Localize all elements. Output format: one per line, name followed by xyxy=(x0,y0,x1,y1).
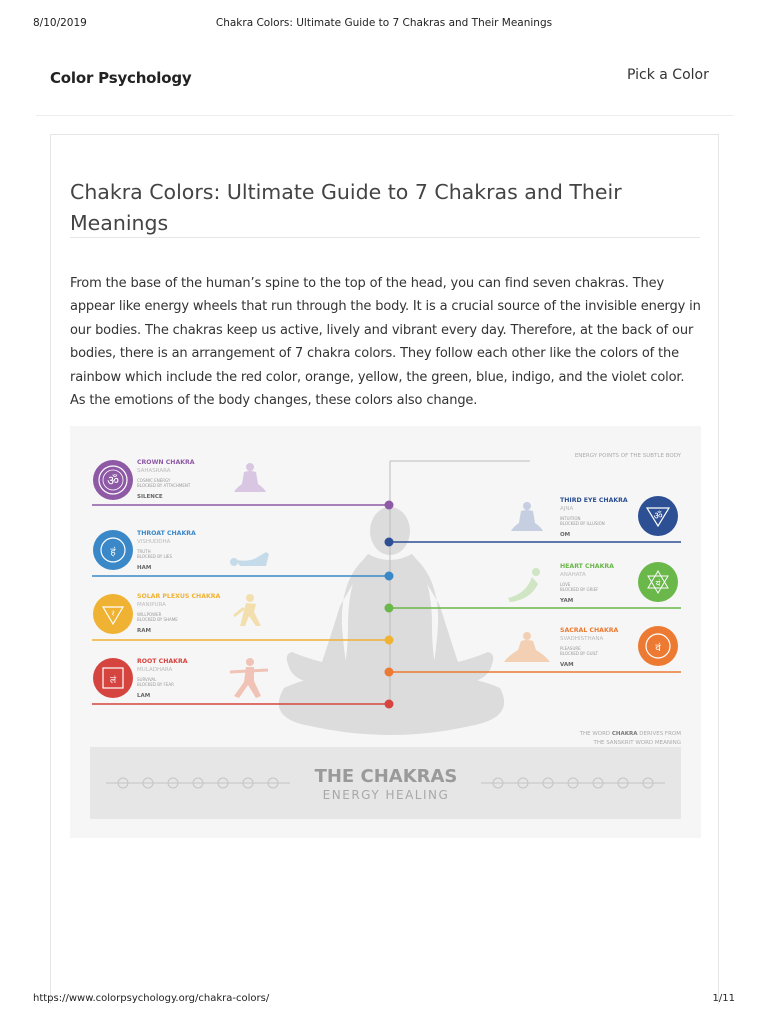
sacral-chakra-quality: PLEASURE xyxy=(560,646,581,651)
sacral-chakra-blocked: BLOCKED BY GUILT xyxy=(560,651,598,656)
solar-plexus-chakra-blocked: BLOCKED BY SHAME xyxy=(137,617,178,622)
throat-chakra-mantra: HAM xyxy=(137,565,152,571)
third-eye-chakra-name: THIRD EYE CHAKRA xyxy=(560,497,628,504)
root-chakra-mantra: LAM xyxy=(137,693,151,699)
chakra-infographic xyxy=(70,426,701,838)
infographic-top-label: ENERGY POINTS OF THE SUBTLE BODY xyxy=(574,453,681,459)
solar-plexus-chakra-name: SOLAR PLEXUS CHAKRA xyxy=(137,593,221,600)
chakra-word-note-line2: THE SANSKRIT WORD MEANING xyxy=(593,740,681,746)
article-intro-paragraph: From the base of the human’s spine to the top of the head, you can find seven chakras. They appear like energy wheels that run through the body. It is a crucial source of the invisible energy in our bodies. The chakras keep us active, lively and vibrant every day. Therefore, at the back of our bodies, there is an arrangement of 7 chakra colors. They follow each other like the colors of the rainbow which include the red color, orange, yellow, the green, blue, indigo, and the violet color. As the emotions of the body changes, these colors also change. xyxy=(70,276,701,409)
article-title: Chakra Colors: Ultimate Guide to 7 Chakras and Their Meanings xyxy=(70,180,622,235)
root-chakra-blocked: BLOCKED BY FEAR xyxy=(137,682,174,687)
third-eye-chakra-blocked: BLOCKED BY ILLUSION xyxy=(560,521,605,526)
solar-plexus-chakra-quality: WILLPOWER xyxy=(137,612,162,617)
throat-chakra-name: THROAT CHAKRA xyxy=(137,530,196,537)
banner-title: THE CHAKRAS xyxy=(314,766,458,787)
solar-plexus-chakra-sanskrit: MANIPURA xyxy=(137,602,166,608)
sacral-chakra-name: SACRAL CHAKRA xyxy=(560,627,619,634)
third-eye-chakra-mantra: OM xyxy=(560,532,571,538)
sacral-chakra-mantra: VAM xyxy=(560,662,574,668)
solar-plexus-chakra-icon xyxy=(93,594,133,634)
svg-text:रं: रं xyxy=(111,610,115,618)
third-eye-chakra-sanskrit: AJNA xyxy=(560,506,574,512)
svg-text:ॐ: ॐ xyxy=(107,474,119,489)
crown-chakra-blocked: BLOCKED BY ATTACHMENT xyxy=(137,483,191,488)
root-chakra-sanskrit: MULADHARA xyxy=(137,667,173,673)
chakra-infographic-svg xyxy=(70,426,701,838)
root-chakra-quality: SURVIVAL xyxy=(137,677,157,682)
print-url: https://www.colorpsychology.org/chakra-colors/ xyxy=(33,993,270,1004)
svg-text:लं: लं xyxy=(109,676,117,686)
svg-text:ॐ: ॐ xyxy=(653,511,663,522)
third-eye-pose-figure-icon xyxy=(511,502,543,531)
title-divider xyxy=(70,237,700,238)
solar-plexus-pose-figure-icon xyxy=(234,594,261,626)
site-header xyxy=(0,60,768,100)
throat-chakra-sanskrit: VISHUDDHA xyxy=(137,539,171,545)
svg-text:हं: हं xyxy=(110,547,116,558)
crown-chakra-name: CROWN CHAKRA xyxy=(137,459,195,466)
throat-chakra-icon xyxy=(93,530,133,570)
throat-chakra-quality: TRUTH xyxy=(137,549,151,554)
header-divider xyxy=(36,115,734,116)
heart-pose-figure-icon xyxy=(508,568,540,602)
crown-chakra-icon xyxy=(93,460,133,500)
sacral-chakra-sanskrit: SVADHISTHANA xyxy=(560,636,604,642)
crown-chakra-quality: COSMIC ENERGY xyxy=(137,478,171,483)
throat-chakra-blocked: BLOCKED BY LIES xyxy=(137,554,172,559)
svg-text:वं: वं xyxy=(655,643,661,654)
site-logo[interactable]: Color Psychology xyxy=(50,69,192,87)
heart-chakra-name: HEART CHAKRA xyxy=(560,563,614,570)
crown-pose-figure-icon xyxy=(234,463,266,492)
print-footer xyxy=(0,993,768,1007)
root-chakra-icon xyxy=(93,658,133,698)
sacral-pose-figure-icon xyxy=(504,632,550,662)
banner-subtitle: ENERGY HEALING xyxy=(322,788,450,802)
print-header xyxy=(0,17,768,31)
third-eye-chakra-quality: INTUITION xyxy=(560,516,581,521)
heart-chakra-icon xyxy=(638,562,678,602)
sacral-chakra-icon xyxy=(638,626,678,666)
third-eye-chakra-icon xyxy=(638,496,678,536)
heart-chakra-mantra: YAM xyxy=(560,598,574,604)
svg-text:यं: यं xyxy=(655,579,661,588)
chakra-word-note-line1: THE WORD CHAKRA DERIVES FROM xyxy=(579,731,681,737)
print-page-number: 1/11 xyxy=(712,993,735,1004)
article-card xyxy=(50,134,719,1004)
pick-a-color-link[interactable]: Pick a Color xyxy=(627,67,709,83)
crown-chakra-sanskrit: SAHASRARA xyxy=(137,468,171,474)
heart-chakra-sanskrit: ANAHATA xyxy=(560,572,586,578)
root-chakra-name: ROOT CHAKRA xyxy=(137,658,188,665)
solar-plexus-chakra-mantra: RAM xyxy=(137,628,151,634)
root-pose-figure-icon xyxy=(230,658,268,698)
print-date: 8/10/2019 xyxy=(33,17,87,29)
print-title: Chakra Colors: Ultimate Guide to 7 Chakras and Their Meanings xyxy=(215,17,553,29)
heart-chakra-quality: LOVE xyxy=(560,582,571,587)
crown-chakra-mantra: SILENCE xyxy=(137,494,163,500)
throat-pose-figure-icon xyxy=(230,552,269,566)
heart-chakra-blocked: BLOCKED BY GRIEF xyxy=(560,587,599,592)
